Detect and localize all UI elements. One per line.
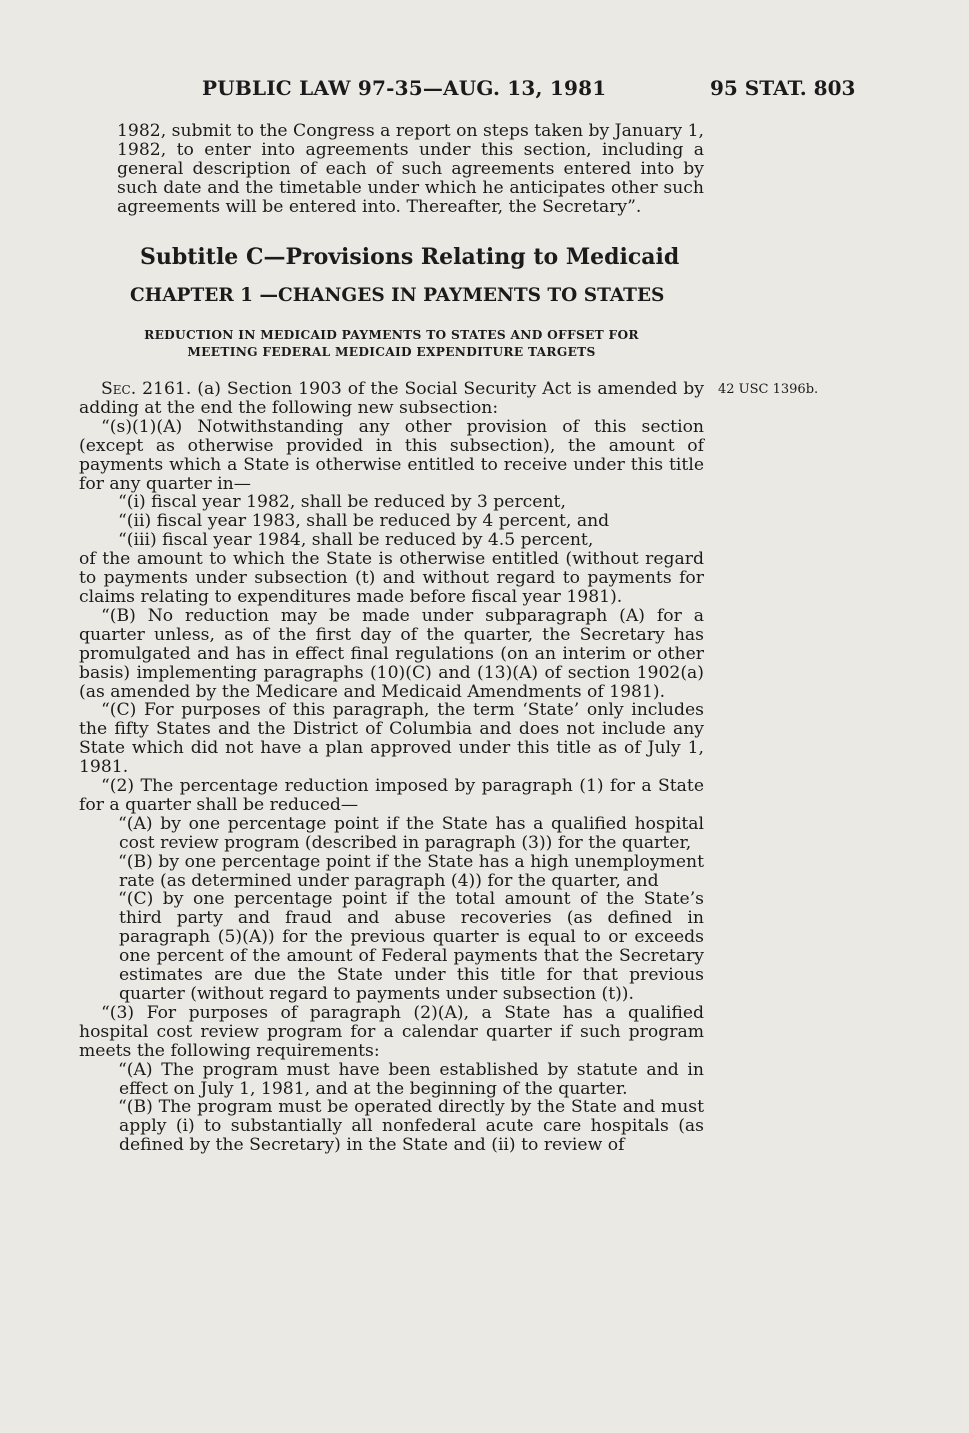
intro-paragraph: 1982, submit to the Congress a report on steps taken by January 1, 1982, to enter into agreements under this section, including a general description of each of such agreements entered into by such date and the timetable under which he anticipates other such agreements will be entered into. Thereafter, the Secretary”. — [117, 121, 704, 217]
section-heading-line-2: MEETING FEDERAL MEDICAID EXPENDITURE TARGETS — [187, 345, 596, 359]
margin-citation: 42 USC 1396b. — [718, 382, 819, 397]
chapter-heading: CHAPTER 1 —CHANGES IN PAYMENTS TO STATES — [130, 285, 665, 306]
paragraph-of-amount: of the amount to which the State is otherwise entitled (without regard to payments under subsection (t) and without regard to payments for claims relating to expenditures made before fiscal year 1981). — [79, 549, 704, 607]
subparagraph-C: “(C) For purposes of this paragraph, the term ‘State’ only includes the fifty States and the District of Columbia and does not include any State which did not have a plan approved under this title as of July 1, 1981. — [79, 700, 704, 778]
paragraph-s1A: “(s)(1)(A) Notwithstanding any other provision of this section (except as otherwise provided in this subsection), the amount of payments which a State is otherwise entitled to receive under this title for any quarter in— — [79, 416, 704, 494]
running-header-title: PUBLIC LAW 97-35—AUG. 13, 1981 — [202, 76, 607, 100]
clause-i: “(i) fiscal year 1982, shall be reduced by 3 percent, — [118, 492, 566, 513]
section-intro-text: 2161. (a) Section 1903 of the Social Security Act is amended by adding at the end the following new subsection: — [79, 379, 704, 418]
section-heading-line-1: REDUCTION IN MEDICAID PAYMENTS TO STATES AND OFFSET FOR — [144, 328, 639, 342]
intro-paragraph-block — [117, 122, 704, 217]
subparagraph-B: “(B) No reduction may be made under subparagraph (A) for a quarter unless, as of the first day of the quarter, the Secretary has promulgated and has in effect final regulations (on an interim or other basis) implementing paragraphs (10)(C) and (13)(A) of section 1902(a) (as amended by the Medicare and Medicaid Amendments of 1981). — [79, 605, 704, 702]
paragraph-2C: “(C) by one percentage point if the total amount of the State’s third party and fraud and abuse recoveries (as defined in paragraph (5)(A)) for the previous quarter is equal to or exceeds one percent of the amount of Federal payments that the Secretary estimates are due the State under this title for that previous quarter (without regard to payments under subsection (t)). — [118, 889, 704, 1004]
paragraph-3B: “(B) The program must be operated directly by the State and must apply (i) to substantially all nonfederal acute care hospitals (as defined by the Secretary) in the State and (ii) to review of — [118, 1097, 704, 1156]
paragraph-2: “(2) The percentage reduction imposed by paragraph (1) for a State for a quarter shall be reduced— — [79, 776, 704, 815]
paragraph-3A: “(A) The program must have been established by statute and in effect on July 1, 1981, and at the beginning of the quarter. — [118, 1059, 704, 1099]
clause-ii: “(ii) fiscal year 1983, shall be reduced by 4 percent, and — [118, 511, 610, 532]
section-intro — [79, 380, 704, 418]
subtitle-heading: Subtitle C—Provisions Relating to Medicaid — [140, 244, 680, 270]
section-heading — [79, 327, 704, 361]
paragraph-3: “(3) For purposes of paragraph (2)(A), a State has a qualified hospital cost review program for a calendar quarter if such program meets the following requirements: — [79, 1002, 704, 1061]
section-body — [79, 380, 704, 1155]
statute-page-number: 95 STAT. 803 — [710, 76, 856, 100]
section-label: Sec. — [101, 379, 137, 399]
clause-iii: “(iii) fiscal year 1984, shall be reduced by 4.5 percent, — [118, 530, 594, 551]
paragraph-2A: “(A) by one percentage point if the State has a qualified hospital cost review program (described in paragraph (3)) for the quarter, — [118, 813, 704, 853]
paragraph-2B: “(B) by one percentage point if the State has a high unemployment rate (as determined under paragraph (4)) for the quarter, and — [118, 851, 704, 891]
